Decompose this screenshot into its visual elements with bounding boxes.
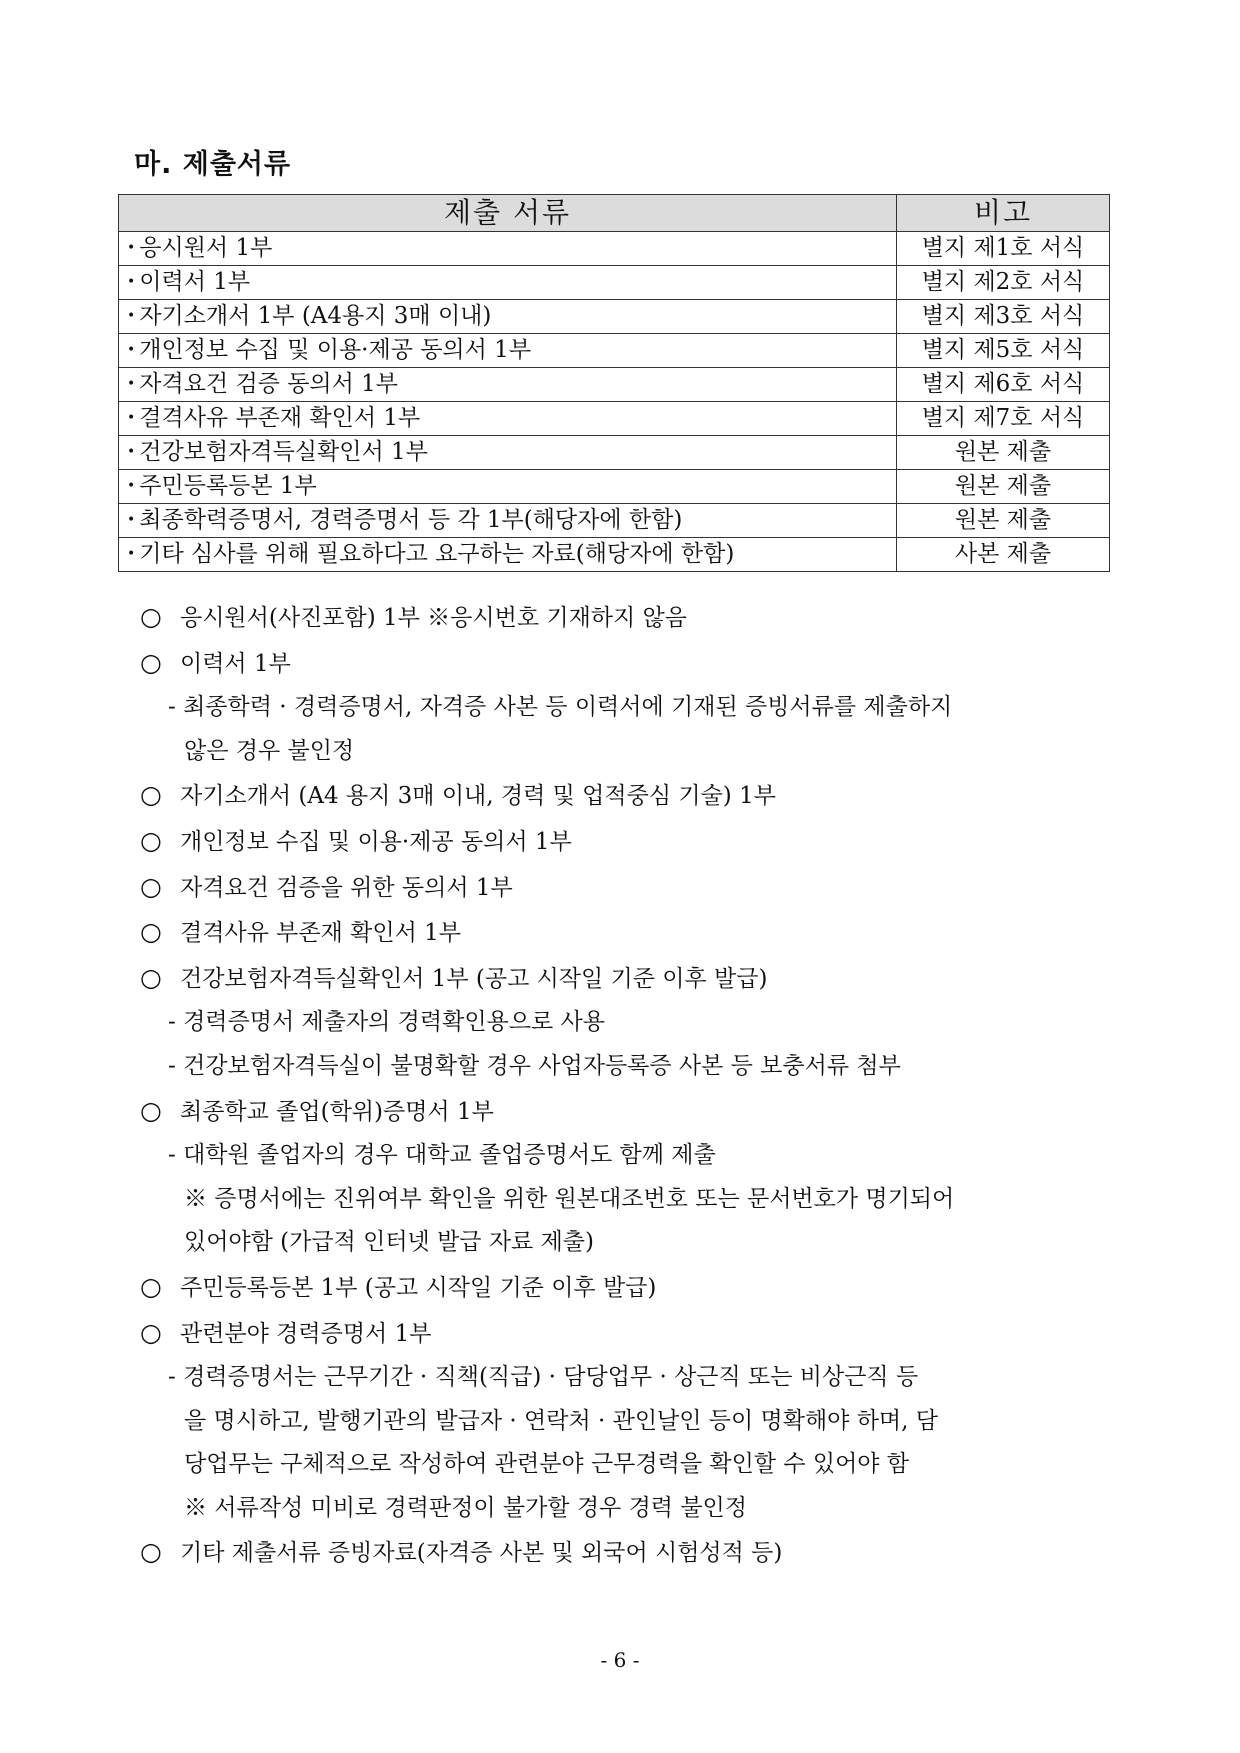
list-item: ○ 기타 제출서류 증빙자료(자격증 사본 및 외국어 시험성적 등) xyxy=(140,1530,1130,1576)
document-name: 결격사유 부존재 확인서 1부 xyxy=(139,405,421,431)
document-cell xyxy=(119,232,897,266)
bullet-icon: • xyxy=(127,342,136,358)
remark-cell: 사본 제출 xyxy=(897,538,1110,572)
list-item: ○ 자기소개서 (A4 용지 3매 이내, 경력 및 업적중심 기술) 1부 xyxy=(140,773,1130,819)
circle-bullet-icon: ○ xyxy=(140,1537,162,1567)
document-name: 주민등록등본 1부 xyxy=(139,473,317,499)
list-item: ○ 주민등록등본 1부 (공고 시작일 기준 이후 발급) xyxy=(140,1265,1130,1311)
bullet-icon: • xyxy=(127,376,136,392)
table-row xyxy=(119,300,1110,334)
document-name: 최종학력증명서, 경력증명서 등 각 1부(해당자에 한함) xyxy=(139,507,683,533)
document-cell xyxy=(119,368,897,402)
list-item: ○ 최종학교 졸업(학위)증명서 1부 xyxy=(140,1089,1130,1135)
header-documents: 제출 서류 xyxy=(119,195,897,232)
table-row xyxy=(119,334,1110,368)
sub-item: - 최종학력 · 경력증명서, 자격증 사본 등 이력서에 기재된 증빙서류를 제출하지 xyxy=(168,694,953,721)
document-details xyxy=(140,595,1130,1576)
section-heading: 마. 제출서류 xyxy=(134,149,292,180)
header-remarks: 비고 xyxy=(897,195,1110,232)
remark-cell: 원본 제출 xyxy=(897,436,1110,470)
remark-cell: 별지 제1호 서식 xyxy=(897,232,1110,266)
list-item: ○ 개인정보 수집 및 이용·제공 동의서 1부 xyxy=(140,819,1130,865)
bullet-icon: • xyxy=(127,512,136,528)
list-item: ○ 자격요건 검증을 위한 동의서 1부 xyxy=(140,865,1130,911)
document-cell xyxy=(119,402,897,436)
remark-cell: 별지 제7호 서식 xyxy=(897,402,1110,436)
document-name: 자기소개서 1부 (A4용지 3매 이내) xyxy=(139,303,492,329)
document-cell xyxy=(119,266,897,300)
table-header-row xyxy=(119,195,1110,232)
circle-bullet-icon: ○ xyxy=(140,962,162,992)
sub-item: - 건강보험자격득실이 불명확할 경우 사업자등록증 사본 등 보충서류 첨부 xyxy=(168,1052,901,1079)
document-cell xyxy=(119,538,897,572)
document-cell xyxy=(119,436,897,470)
document-cell xyxy=(119,504,897,538)
document-cell xyxy=(119,470,897,504)
bullet-icon: • xyxy=(127,410,136,426)
list-item: ○ 이력서 1부 xyxy=(140,641,1130,687)
circle-bullet-icon: ○ xyxy=(140,825,162,855)
table-row xyxy=(119,504,1110,538)
document-name: 기타 심사를 위해 필요하다고 요구하는 자료(해당자에 한함) xyxy=(139,541,735,567)
circle-bullet-icon: ○ xyxy=(140,647,162,677)
document-name: 자격요건 검증 동의서 1부 xyxy=(139,371,399,397)
circle-bullet-icon: ○ xyxy=(140,917,162,947)
list-item: ○ 관련분야 경력증명서 1부 xyxy=(140,1311,1130,1357)
remark-cell: 별지 제5호 서식 xyxy=(897,334,1110,368)
bullet-icon: • xyxy=(127,444,136,460)
circle-bullet-icon: ○ xyxy=(140,780,162,810)
circle-bullet-icon: ○ xyxy=(140,1317,162,1347)
bullet-icon: • xyxy=(127,240,136,256)
remark-cell: 별지 제6호 서식 xyxy=(897,368,1110,402)
remark-cell: 별지 제2호 서식 xyxy=(897,266,1110,300)
table-row xyxy=(119,368,1110,402)
documents-table xyxy=(118,194,1110,572)
bullet-icon: • xyxy=(127,308,136,324)
sub-item: - 경력증명서 제출자의 경력확인용으로 사용 xyxy=(168,1009,605,1036)
sub-item: - 경력증명서는 근무기간 · 직책(직급) · 담당업무 · 상근직 또는 비상근직 등 xyxy=(168,1364,919,1391)
remark-cell: 별지 제3호 서식 xyxy=(897,300,1110,334)
document-cell xyxy=(119,334,897,368)
remark-cell: 원본 제출 xyxy=(897,470,1110,504)
table-row xyxy=(119,470,1110,504)
list-item: ○ 응시원서(사진포함) 1부 ※응시번호 기재하지 않음 xyxy=(140,595,1130,641)
sub-item-continuation: 당업무는 구체적으로 작성하여 관련분야 근무경력을 확인할 수 있어야 함 xyxy=(184,1451,910,1478)
bullet-icon: • xyxy=(127,274,136,290)
table-row xyxy=(119,436,1110,470)
sub-item-continuation: 않은 경우 불인정 xyxy=(184,737,355,764)
document-name: 응시원서 1부 xyxy=(139,235,273,261)
note-item: ※ 서류작성 미비로 경력판정이 불가할 경우 경력 불인정 xyxy=(184,1494,747,1521)
document-name: 이력서 1부 xyxy=(139,269,251,295)
list-item: ○ 결격사유 부존재 확인서 1부 xyxy=(140,910,1130,956)
list-item: ○ 건강보험자격득실확인서 1부 (공고 시작일 기준 이후 발급) xyxy=(140,956,1130,1002)
circle-bullet-icon: ○ xyxy=(140,871,162,901)
document-cell xyxy=(119,300,897,334)
circle-bullet-icon: ○ xyxy=(140,1271,162,1301)
document-name: 건강보험자격득실확인서 1부 xyxy=(139,439,428,465)
document-name: 개인정보 수집 및 이용·제공 동의서 1부 xyxy=(139,337,532,363)
table-row xyxy=(119,538,1110,572)
page-number: - 6 - xyxy=(600,1648,640,1672)
table-row xyxy=(119,402,1110,436)
sub-item-continuation: 을 명시하고, 발행기관의 발급자 · 연락처 · 관인날인 등이 명확해야 하며, 담 xyxy=(184,1407,938,1434)
circle-bullet-icon: ○ xyxy=(140,1095,162,1125)
bullet-icon: • xyxy=(127,478,136,494)
circle-bullet-icon: ○ xyxy=(140,602,162,631)
table-row xyxy=(119,266,1110,300)
note-item: ※ 증명서에는 진위여부 확인을 위한 원본대조번호 또는 문서번호가 명기되어 xyxy=(184,1185,955,1212)
note-continuation: 있어야함 (가급적 인터넷 발급 자료 제출) xyxy=(184,1229,594,1256)
table-row xyxy=(119,232,1110,266)
remark-cell: 원본 제출 xyxy=(897,504,1110,538)
bullet-icon: • xyxy=(127,546,136,562)
sub-item: - 대학원 졸업자의 경우 대학교 졸업증명서도 함께 제출 xyxy=(168,1142,716,1169)
